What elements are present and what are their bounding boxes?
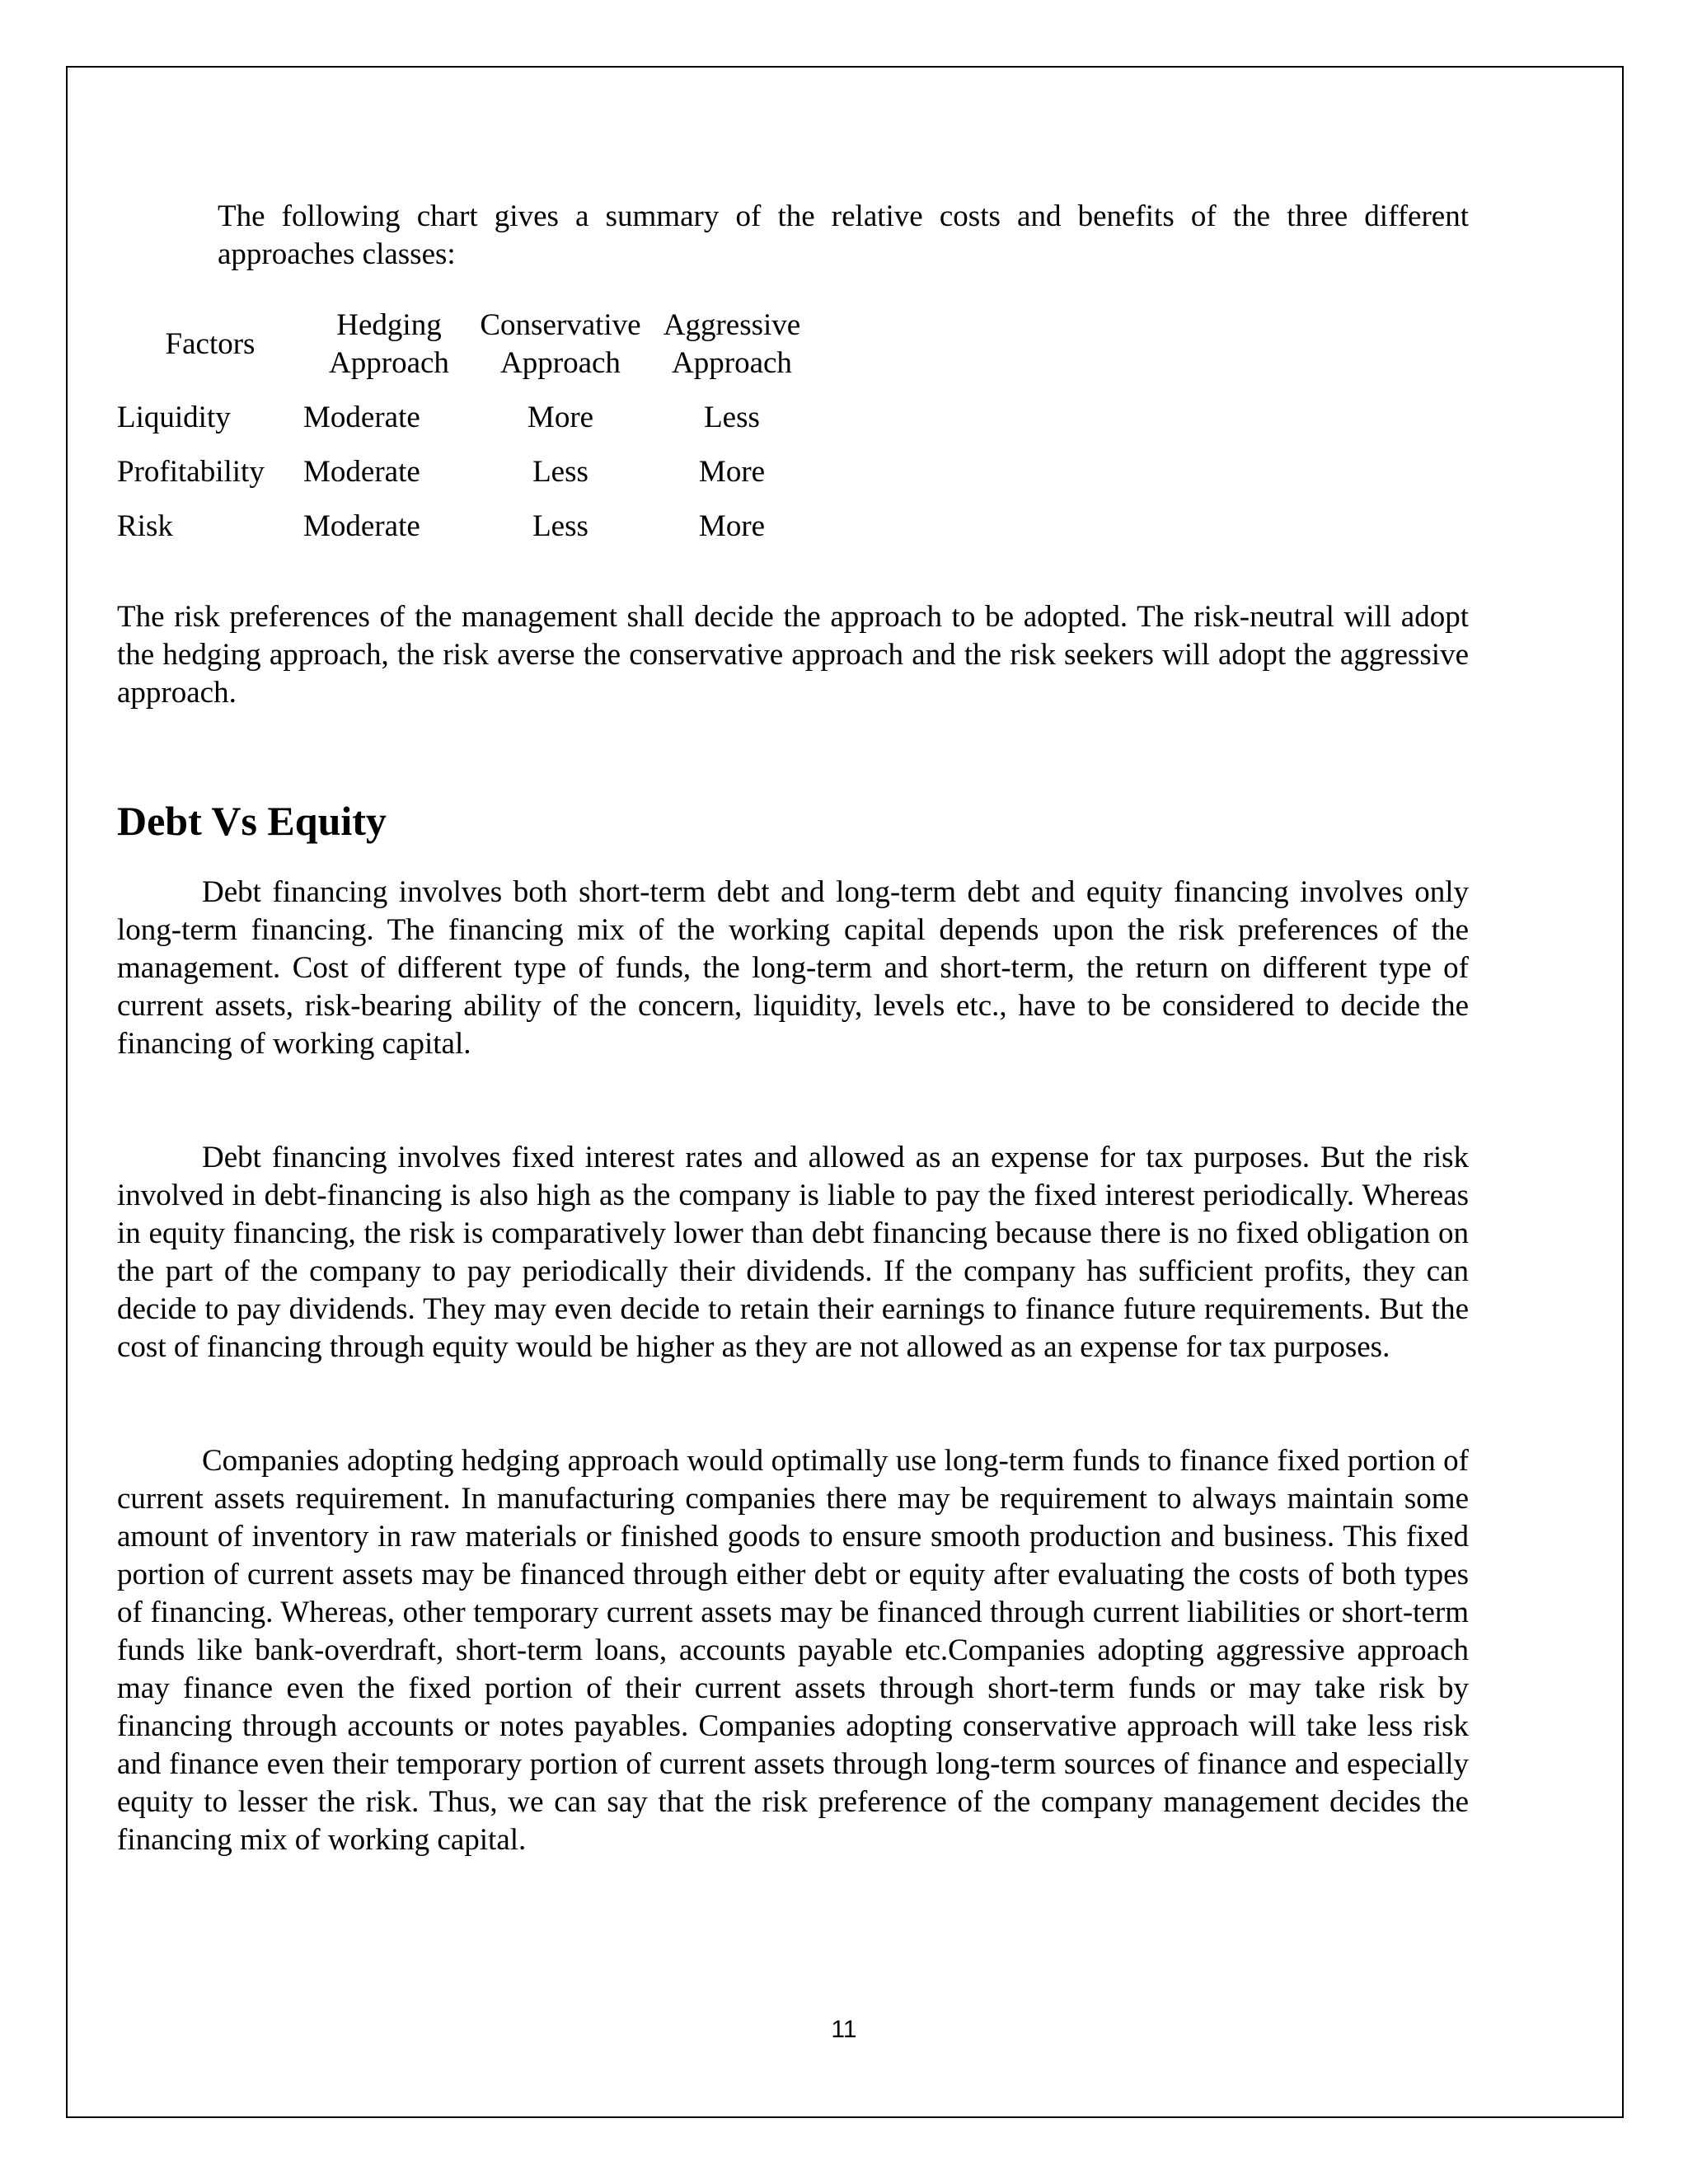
table-row: [117, 491, 818, 546]
intro-paragraph: The following chart gives a summary of the relative costs and benefits of the three different approaches classes:: [218, 199, 1469, 271]
page-number: 11: [831, 2016, 857, 2043]
row-factor: Profitability: [117, 455, 265, 489]
row-conservative: Less: [532, 455, 588, 489]
page-content: [117, 198, 1469, 1859]
row-conservative: Less: [532, 509, 588, 543]
table-row: [117, 437, 818, 491]
row-aggressive: Less: [704, 401, 760, 434]
row-hedging: Moderate: [303, 509, 420, 543]
header-conservative: Conservative Approach: [480, 308, 641, 380]
table-row: [117, 382, 818, 437]
row-aggressive: More: [698, 455, 766, 489]
body-paragraph-3: Companies adopting hedging approach would optimally use long-term funds to finance fixed portion of current assets requirement. In manufacturing companies there may be requirement to always maintain some amount of inventory in raw materials or finished goods to ensure smooth production and business. This fixed portion of current assets may be financed through either debt or equity after evaluating the costs of both types of financing. Whereas, other temporary current assets may be financed through current liabilities or short-term funds like bank-overdraft, short-term loans, accounts payable etc.Companies adopting aggressive approach may finance even the fixed portion of their current assets through short-term funds or may take risk by financing through accounts or notes payables. Companies adopting conservative approach will take less risk and finance even their temporary portion of current assets through long-term sources of finance and especially equity to lesser the risk. Thus, we can say that the risk preference of the company management decides the financing mix of working capital.: [117, 1444, 1469, 1857]
body-paragraph-2: Debt financing involves fixed interest rates and allowed as an expense for tax purposes. But the risk involved in debt-financing is also high as the company is liable to pay the fixed interest periodically. Whereas in equity financing, the risk is comparatively lower than debt financing because there is no fixed obligation on the part of the company to pay periodically their dividends. If the company has sufficient profits, they can decide to pay dividends. They may even decide to retain their earnings to finance future requirements. But the cost of financing through equity would be higher as they are not allowed as an expense for tax purposes.: [117, 1141, 1469, 1364]
row-hedging: Moderate: [303, 401, 420, 434]
header-aggressive: Aggressive Approach: [663, 308, 801, 380]
header-factors: Factors: [165, 327, 256, 361]
row-factor: Risk: [117, 509, 173, 543]
table-header-row: [117, 307, 818, 382]
section-heading: Debt Vs Equity: [117, 798, 387, 844]
row-aggressive: More: [698, 509, 766, 543]
header-hedging: Hedging Approach: [329, 308, 449, 380]
row-factor: Liquidity: [117, 401, 231, 434]
risk-preference-paragraph: The risk preferences of the management shall decide the approach to be adopted. The risk-neutral will adopt the hedging approach, the risk averse the conservative approach and the risk seekers will adopt the aggressive approach.: [117, 600, 1469, 710]
row-conservative: More: [527, 401, 594, 434]
row-hedging: Moderate: [303, 455, 420, 489]
body-paragraph-1: Debt financing involves both short-term debt and long-term debt and equity financing involves only long-term financing. The financing mix of the working capital depends upon the risk preferences of the management. Cost of different type of funds, the long-term and short-term, the return on different type of current assets, risk-bearing ability of the concern, liquidity, levels etc., have to be considered to decide the financing of working capital.: [117, 875, 1469, 1061]
approach-summary-table: [117, 307, 818, 546]
